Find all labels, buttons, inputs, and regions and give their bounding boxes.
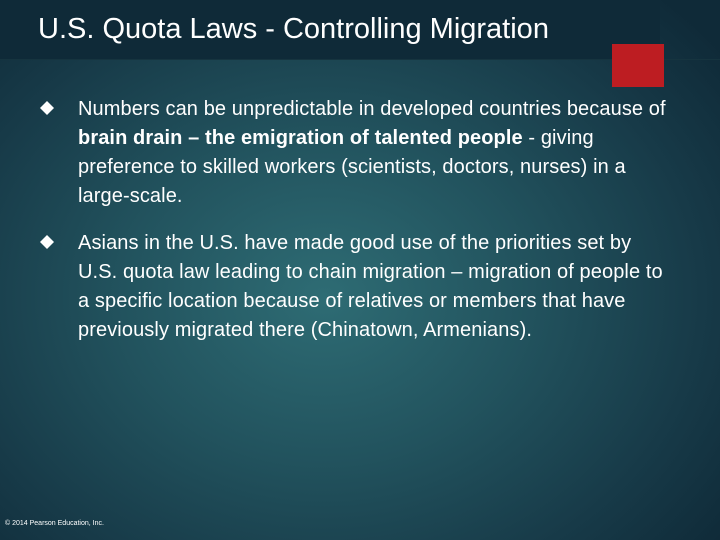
diamond-bullet-icon <box>40 235 54 249</box>
slide-content <box>36 95 676 363</box>
bullet-text-part: Numbers can be unpredictable in developed countries because of <box>78 98 666 120</box>
bullet-emphasis: brain drain – the emigration of talented people <box>78 127 523 149</box>
bullet-item <box>36 229 676 345</box>
bullet-text <box>78 95 676 211</box>
copyright-footer: © 2014 Pearson Education, Inc. <box>5 520 104 527</box>
accent-block <box>612 44 664 87</box>
bullet-text: Asians in the U.S. have made good use of the priorities set by U.S. quota law leading to chain migration – migration of people to a specific location because of relatives or members that have previously migrated there (Chinatown, Armenians). <box>78 232 663 341</box>
bullet-item <box>36 95 676 211</box>
slide-title: U.S. Quota Laws - Controlling Migration <box>38 13 549 45</box>
diamond-bullet-icon <box>40 101 54 115</box>
bullet-text-part: - giving preference to skilled workers (scientists, doctors, nurses) in a large-scale. <box>78 127 626 207</box>
